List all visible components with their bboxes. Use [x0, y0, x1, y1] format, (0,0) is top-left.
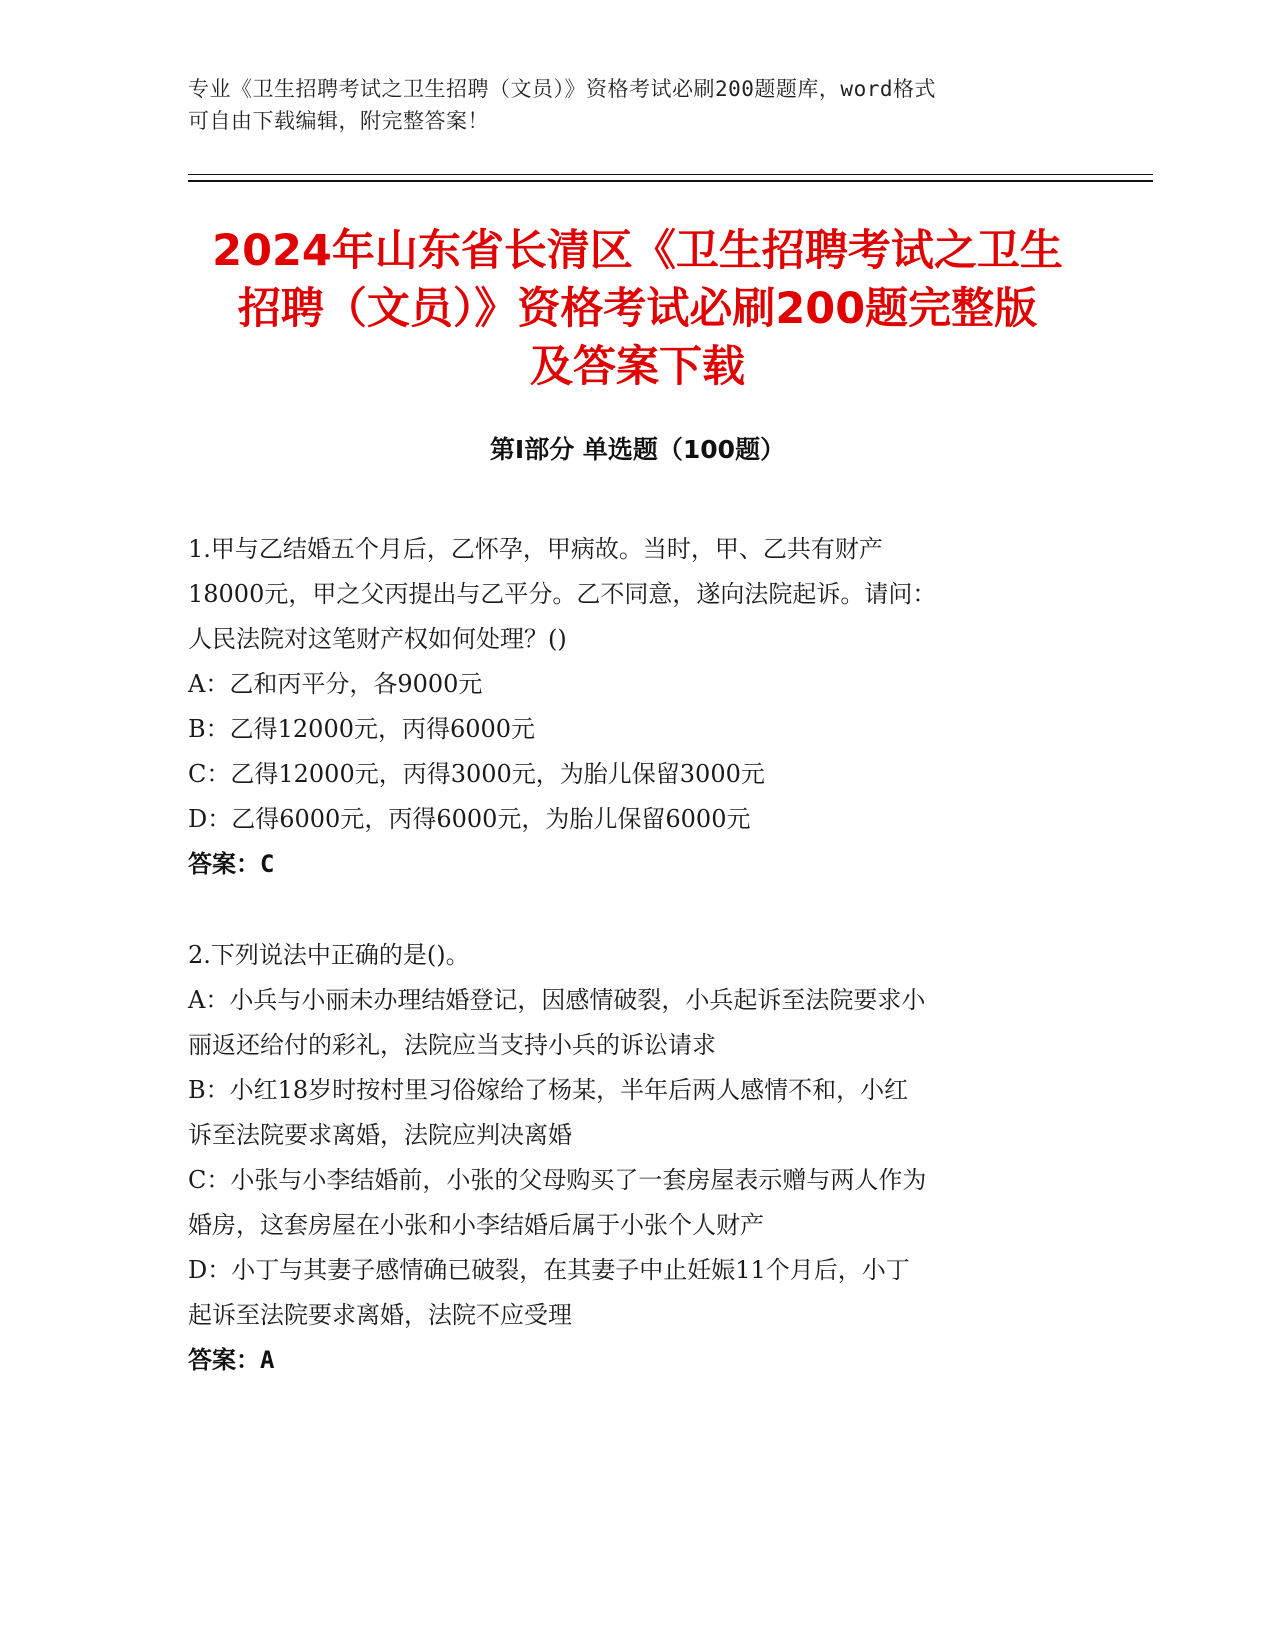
answer-line — [188, 842, 1073, 887]
option-b: B：乙得12000元，丙得6000元 — [188, 715, 536, 743]
section-heading: 第Ⅰ部分 单选题（100题） — [489, 435, 786, 464]
question-item — [188, 527, 1073, 887]
option-d-continued: 起诉至法院要求离婚，法院不应受理 — [188, 1301, 572, 1329]
question-stem-line: 18000元，甲之父丙提出与乙平分。乙不同意，遂向法院起诉。请问： — [188, 580, 937, 608]
question-stem-line: 2.下列说法中正确的是()。 — [188, 941, 470, 969]
header-note — [188, 73, 1088, 137]
answer-label: 答案： — [188, 1346, 260, 1374]
answer-label: 答案： — [188, 850, 260, 878]
option-b: B：小红18岁时按村里习俗嫁给了杨某，半年后两人感情不和，小红 — [188, 1076, 909, 1104]
option-d: D：乙得6000元，丙得6000元，为胎儿保留6000元 — [188, 805, 751, 833]
title-line: 招聘（文员）》资格考试必刷200题完整版 — [237, 284, 1038, 334]
document-title — [150, 222, 1125, 396]
option-a: A：乙和丙平分，各9000元 — [188, 670, 483, 698]
option-c: C：小张与小李结婚前，小张的父母购买了一套房屋表示赠与两人作为 — [188, 1166, 927, 1194]
option-c-continued: 婚房，这套房屋在小张和小李结婚后属于小张个人财产 — [188, 1211, 764, 1239]
answer-value: C — [260, 850, 275, 878]
answer-line — [188, 1338, 1073, 1383]
header-note-line: 可自由下载编辑，附完整答案！ — [188, 109, 489, 133]
question-item — [188, 933, 1073, 1383]
header-divider-thin — [188, 174, 1153, 175]
option-c: C：乙得12000元，丙得3000元，为胎儿保留3000元 — [188, 760, 765, 788]
question-stem-line: 1.甲与乙结婚五个月后，乙怀孕，甲病故。当时，甲、乙共有财产 — [188, 535, 883, 563]
option-b-continued: 诉至法院要求离婚，法院应判决离婚 — [188, 1121, 572, 1149]
question-stem-line: 人民法院对这笔财产权如何处理？() — [188, 625, 567, 653]
title-line: 及答案下载 — [530, 342, 745, 392]
answer-value: A — [260, 1346, 275, 1374]
header-note-line: 专业《卫生招聘考试之卫生招聘（文员）》资格考试必刷200题题库，word格式 — [188, 77, 936, 101]
option-d: D：小丁与其妻子感情确已破裂，在其妻子中止妊娠11个月后，小丁 — [188, 1256, 910, 1284]
option-a-continued: 丽返还给付的彩礼，法院应当支持小兵的诉讼请求 — [188, 1031, 716, 1059]
title-line: 2024年山东省长清区《卫生招聘考试之卫生 — [212, 226, 1063, 276]
header-divider-thick — [188, 180, 1153, 182]
option-a: A：小兵与小丽未办理结婚登记，因感情破裂，小兵起诉至法院要求小 — [188, 986, 926, 1014]
